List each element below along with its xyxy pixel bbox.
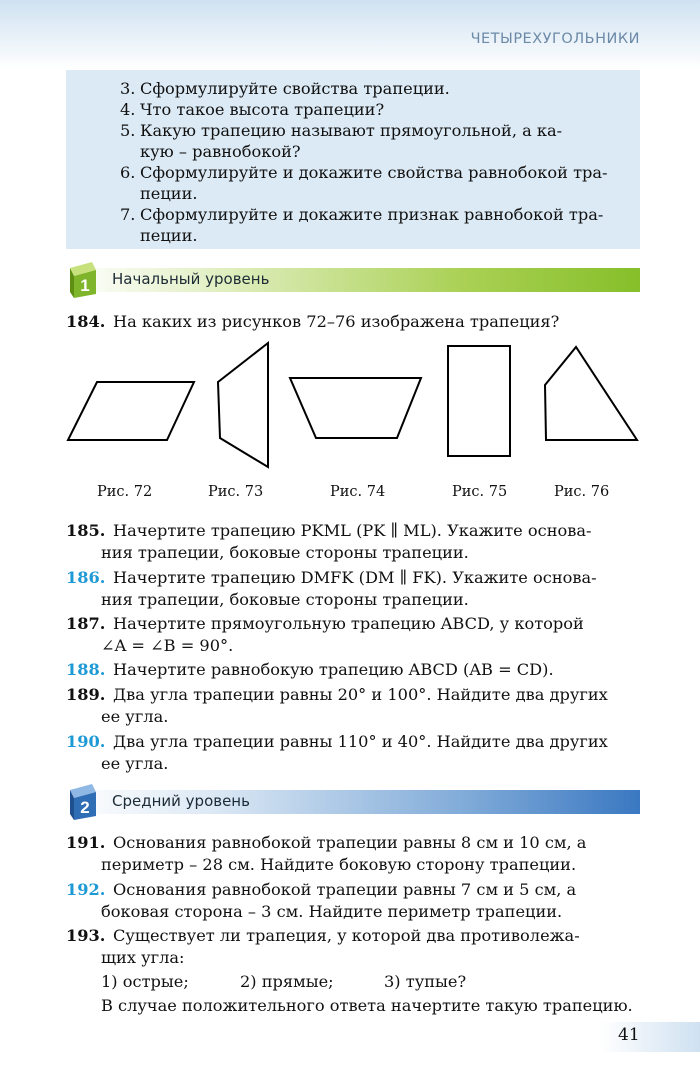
task-number: 188. xyxy=(66,660,106,679)
level-2-icon xyxy=(66,782,98,820)
task-text: Начертите равнобокую трапецию ABCD (AB = CD). xyxy=(113,660,554,679)
question-number: 6. xyxy=(120,163,136,182)
figure-caption: Рис. 72 xyxy=(97,484,153,500)
task-text: Основания равнобокой трапеции равны 8 см и 10 см, а xyxy=(113,833,587,852)
question-number: 4. xyxy=(120,100,136,119)
level-bar-middle xyxy=(66,790,640,817)
figures-72-76 xyxy=(0,0,700,480)
task-number: 189. xyxy=(66,685,106,704)
task-number: 186. xyxy=(66,568,106,587)
figure-caption: Рис. 76 xyxy=(554,484,610,500)
figure-75-rectangle xyxy=(448,346,510,456)
level-label: Средний уровень xyxy=(112,792,250,810)
task-number: 191. xyxy=(66,833,106,852)
task-text: Основания равнобокой трапеции равны 7 см и 5 см, а xyxy=(113,880,577,899)
figure-72-parallelogram xyxy=(68,382,194,440)
question-text: Сформулируйте и докажите признак равнобокой тра- xyxy=(140,205,604,224)
task-text-cont: периметр – 28 см. Найдите боковую сторону трапеции. xyxy=(101,855,577,874)
page-number: 41 xyxy=(618,1025,640,1045)
task-option-1: 1) острые; xyxy=(101,972,189,991)
task-text-cont: щих угла: xyxy=(101,948,185,967)
question-text: Что такое высота трапеции? xyxy=(140,100,385,119)
task-number: 184. xyxy=(66,312,106,331)
task-number: 187. xyxy=(66,614,106,633)
question-text: Сформулируйте свойства трапеции. xyxy=(140,79,450,98)
task-number: 185. xyxy=(66,521,106,540)
question-text: Сформулируйте и докажите свойства равнобокой тра- xyxy=(140,163,608,182)
question-number: 3. xyxy=(120,79,136,98)
figure-caption: Рис. 75 xyxy=(452,484,508,500)
figure-74-trapezoid xyxy=(290,378,421,438)
task-text: На каких из рисунков 72–76 изображена трапеция? xyxy=(113,312,560,331)
task-text: Начертите трапецию DMFK (DM ∥ FK). Укажите основа- xyxy=(113,568,597,587)
task-text-cont: ∠A = ∠B = 90°. xyxy=(101,636,234,655)
task-text: Начертите прямоугольную трапецию ABCD, у которой xyxy=(113,614,584,633)
question-text-cont: кую – равнобокой? xyxy=(140,142,301,161)
task-text: Два угла трапеции равны 20° и 100°. Найдите два других xyxy=(113,685,608,704)
task-number: 193. xyxy=(66,926,106,945)
task-text-cont: В случае положительного ответа начертите такую трапецию. xyxy=(101,996,633,1015)
page-number-bg xyxy=(600,1022,700,1052)
task-option-3: 3) тупые? xyxy=(384,972,467,991)
question-number: 7. xyxy=(120,205,136,224)
task-text-cont: ее угла. xyxy=(101,754,169,773)
question-text: Какую трапецию называют прямоугольной, а ка- xyxy=(140,121,563,140)
figure-76-quadrilateral xyxy=(545,347,637,440)
section-header: ЧЕТЫРЕХУГОЛЬНИКИ xyxy=(470,31,640,47)
task-text: Существует ли трапеция, у которой два противолежа- xyxy=(113,926,580,945)
figure-73-trapezoid xyxy=(218,343,268,467)
question-text-cont: пеции. xyxy=(140,226,198,245)
figure-caption: Рис. 74 xyxy=(330,484,386,500)
level-label: Начальный уровень xyxy=(112,270,270,288)
figure-caption: Рис. 73 xyxy=(208,484,264,500)
svg-text:1: 1 xyxy=(80,276,90,295)
question-text-cont: пеции. xyxy=(140,184,198,203)
task-text-cont: ния трапеции, боковые стороны трапеции. xyxy=(101,543,469,562)
task-text-cont: ее угла. xyxy=(101,707,169,726)
task-text: Начертите трапецию PKML (PK ∥ ML). Укажите основа- xyxy=(113,521,592,540)
question-number: 5. xyxy=(120,121,136,140)
task-text: Два угла трапеции равны 110° и 40°. Найдите два других xyxy=(113,732,608,751)
task-number: 192. xyxy=(66,880,106,899)
svg-text:2: 2 xyxy=(80,798,90,817)
task-text-cont: боковая сторона – 3 см. Найдите периметр трапеции. xyxy=(101,902,563,921)
task-number: 190. xyxy=(66,732,106,751)
task-option-2: 2) прямые; xyxy=(240,972,334,991)
task-text-cont: ния трапеции, боковые стороны трапеции. xyxy=(101,590,469,609)
